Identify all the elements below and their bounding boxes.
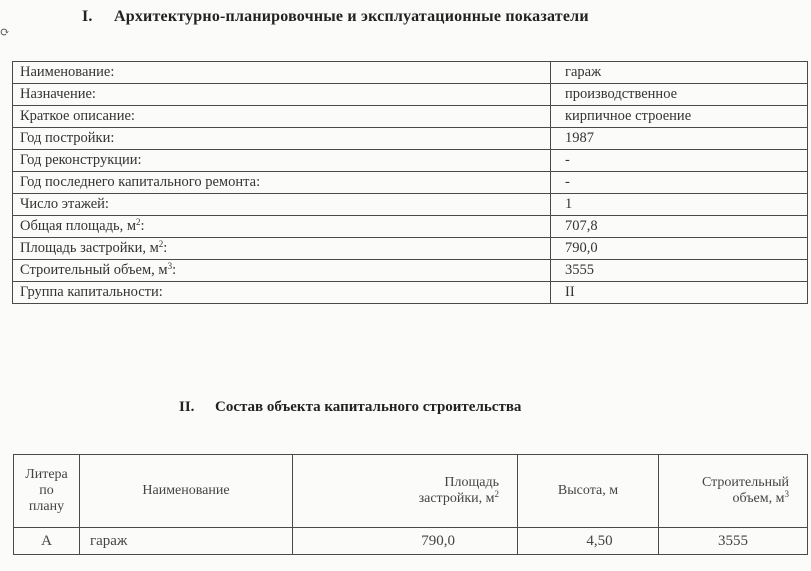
label-suffix: : <box>163 240 168 256</box>
table-row <box>13 238 808 260</box>
header-liter <box>14 455 80 528</box>
table-row <box>14 528 808 555</box>
header-area-line: застройки, м <box>418 491 495 506</box>
cell-name: гараж <box>80 528 293 555</box>
row-label: Наименование: <box>13 62 551 84</box>
row-label <box>13 238 551 260</box>
label-suffix: : <box>172 262 177 278</box>
table-row <box>13 84 808 106</box>
row-label <box>13 260 551 282</box>
header-liter-line: плану <box>28 499 65 514</box>
unit-exponent: 2 <box>494 489 499 499</box>
table-row <box>13 216 808 238</box>
section-1-title: Архитектурно-планировочные и эксплуатационные показатели <box>114 8 589 25</box>
header-volume <box>659 455 808 528</box>
cell-liter: А <box>14 528 80 555</box>
table-row <box>13 260 808 282</box>
row-label: Год реконструкции: <box>13 150 551 172</box>
label-suffix: : <box>140 218 145 234</box>
table-row <box>13 128 808 150</box>
row-value: - <box>551 172 808 194</box>
row-label: Группа капитальности: <box>13 282 551 304</box>
label-text: Строительный объем, м <box>20 262 168 278</box>
header-area <box>293 455 518 528</box>
cell-height: 4,50 <box>518 528 659 555</box>
label-text: Площадь застройки, м <box>20 240 159 256</box>
row-label: Назначение: <box>13 84 551 106</box>
row-label: Краткое описание: <box>13 106 551 128</box>
header-height: Высота, м <box>518 455 659 528</box>
label-text: Общая площадь, м <box>20 218 137 234</box>
row-value: производственное <box>551 84 808 106</box>
row-value: гараж <box>551 62 808 84</box>
cell-volume: 3555 <box>659 528 808 555</box>
header-name: Наименование <box>80 455 293 528</box>
unit-exponent: 3 <box>167 261 173 271</box>
row-value: кирпичное строение <box>551 106 808 128</box>
row-value: 707,8 <box>551 216 808 238</box>
row-label: Год постройки: <box>13 128 551 150</box>
corner-mark: ⟳ <box>0 25 11 39</box>
row-label <box>13 216 551 238</box>
row-value: - <box>551 150 808 172</box>
section-1-heading <box>82 8 762 26</box>
section-2-number: II. <box>179 399 195 415</box>
section-2-heading <box>179 399 739 416</box>
header-liter-line: по <box>39 483 54 498</box>
table-row <box>13 62 808 84</box>
row-value: 3555 <box>551 260 808 282</box>
row-label: Год последнего капитального ремонта: <box>13 172 551 194</box>
composition-table <box>13 454 808 555</box>
table-row <box>13 150 808 172</box>
header-area-line: Площадь <box>444 475 499 490</box>
header-liter-line: Литера <box>25 467 68 482</box>
unit-exponent: 3 <box>784 489 789 499</box>
row-value: 790,0 <box>551 238 808 260</box>
section-1-number: I. <box>82 8 93 25</box>
table-row <box>13 172 808 194</box>
row-value: 1987 <box>551 128 808 150</box>
table-row <box>13 282 808 304</box>
cell-area: 790,0 <box>293 528 518 555</box>
header-volume-line: Строительный <box>701 475 789 490</box>
table-row <box>13 106 808 128</box>
table-row <box>13 194 808 216</box>
row-value: 1 <box>551 194 808 216</box>
indicators-table <box>12 61 808 304</box>
row-value: II <box>551 282 808 304</box>
row-label: Число этажей: <box>13 194 551 216</box>
header-volume-line: объем, м <box>732 491 785 506</box>
unit-exponent: 2 <box>136 217 141 227</box>
unit-exponent: 2 <box>158 239 164 249</box>
section-2-title: Состав объекта капитального строительства <box>215 399 522 415</box>
table-header-row <box>14 455 808 528</box>
